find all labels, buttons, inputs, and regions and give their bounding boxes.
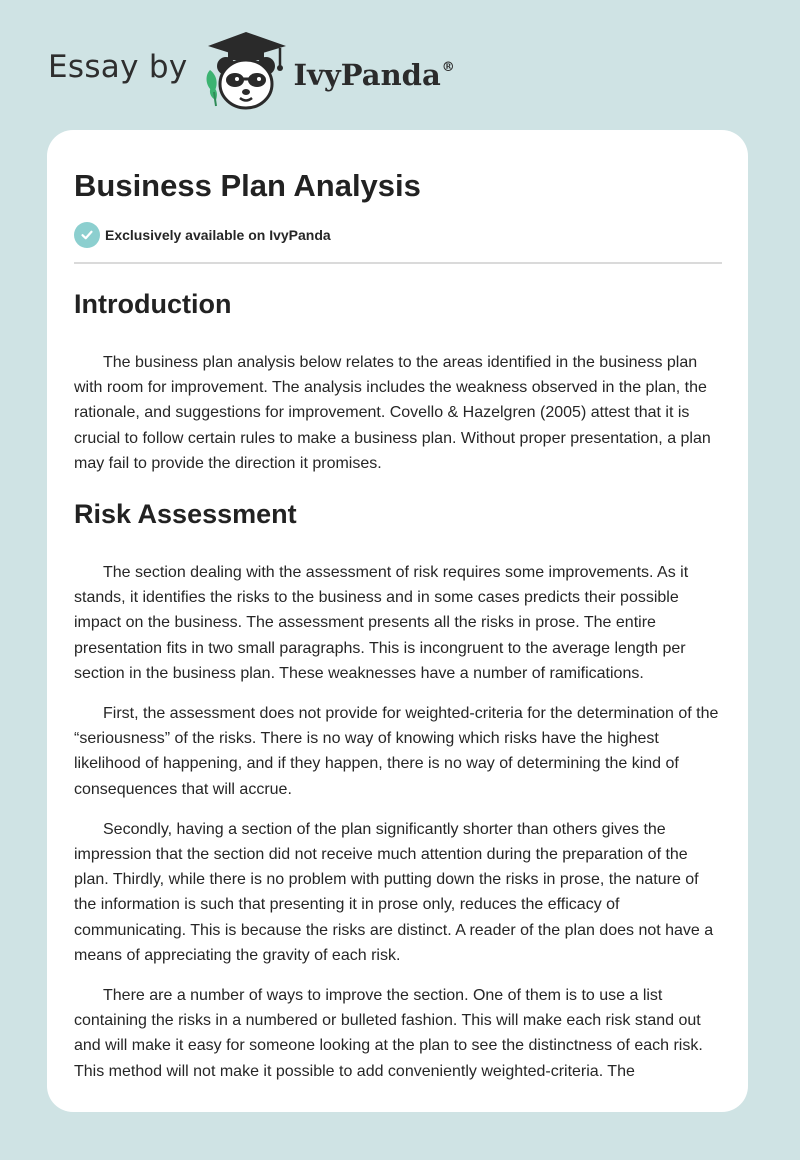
- paragraph: The section dealing with the assessment of risk requires some improvements. As it stands, it identifies the risks to the business and in some cases predicts their possible impact on the business. The assessment presents all the risks in prose. The entire presentation fits in two small paragraphs. This is incongruent to the average length per section in the business plan. These weaknesses have a number of ramifications.: [74, 564, 689, 682]
- title-divider: [74, 262, 722, 264]
- essay-title: Business Plan Analysis: [74, 168, 421, 203]
- section-heading-introduction: Introduction: [74, 289, 232, 319]
- paragraph: First, the assessment does not provide for weighted-criteria for the determination of the “seriousness” of the risks. There is no way of knowing which risks have the highest likelihood of happening, and if they happen, there is no way of determining the kind of consequences that will accrue.: [74, 705, 719, 798]
- paragraph: Secondly, having a section of the plan significantly shorter than others gives the impression that the section did not receive much attention during the preparation of the plan. Thirdly, while there is no problem with putting down the risks in prose, the nature of the information is such that presenting it in prose only, reduces the efficacy of communicating. This is because the risks are distinct. A reader of the plan does not have a means of appreciating the gravity of each risk.: [74, 820, 714, 964]
- registered-mark: ®: [441, 60, 455, 75]
- essay-by-label: Essay by: [48, 49, 188, 85]
- panda-logo-icon[interactable]: [202, 30, 290, 112]
- section-heading-risk-assessment: Risk Assessment: [74, 499, 297, 530]
- exclusive-badge-label: Exclusively available on IvyPanda: [105, 227, 331, 243]
- essay-card: [47, 130, 748, 1112]
- brand-name: [294, 58, 455, 92]
- brand-text: IvyPanda: [293, 58, 441, 92]
- site-header: [48, 30, 455, 112]
- paragraph: The business plan analysis below relates to the areas identified in the business plan with room for improvement. The analysis includes the weakness observed in the plan, the rationale, and suggestions for improvement. Covello & Hazelgren (2005) attest that it is crucial to follow certain rules to make a business plan. Without proper presentation, a plan may fail to provide the direction it promises.: [74, 354, 711, 472]
- exclusive-badge: [74, 221, 722, 249]
- paragraph: There are a number of ways to improve the section. One of them is to use a list containing the risks in a numbered or bulleted fashion. This will make each risk stand out and will make it easy for someone looking at the plan to see the distinctness of each risk. This method will not make it possible to add conveniently weighted-criteria. The: [74, 987, 703, 1080]
- check-circle-icon: [74, 222, 100, 248]
